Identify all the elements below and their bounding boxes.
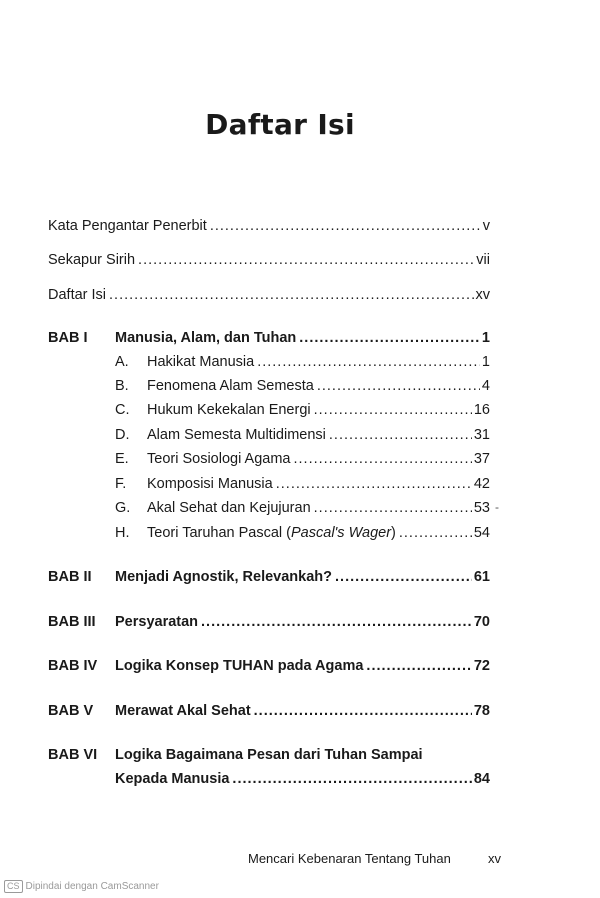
chapter-entry bbox=[115, 330, 490, 346]
leader-dots bbox=[138, 252, 474, 268]
chapter-page: 1 bbox=[481, 330, 490, 346]
section-title: Komposisi Manusia bbox=[147, 476, 273, 492]
page-title: Daftar Isi bbox=[205, 108, 355, 141]
leader-dots bbox=[210, 218, 481, 234]
chapter-page: 61 bbox=[473, 569, 490, 585]
chapter-page: 78 bbox=[473, 703, 490, 719]
chapter-title: Kepada Manusia bbox=[115, 771, 230, 787]
leader-dots bbox=[399, 525, 472, 541]
section-page: 16 bbox=[473, 402, 490, 418]
leader-dots bbox=[254, 703, 472, 719]
chapter-entry bbox=[115, 771, 490, 787]
section-letter: D. bbox=[115, 427, 130, 443]
chapter-entry bbox=[115, 658, 490, 674]
section-title-part: ) bbox=[391, 525, 396, 541]
chapter-entry bbox=[115, 703, 490, 719]
section-page: 37 bbox=[473, 451, 490, 467]
section-page: 54 bbox=[473, 525, 490, 541]
section-letter: G. bbox=[115, 500, 131, 516]
section-entry bbox=[147, 525, 490, 541]
leader-dots bbox=[329, 427, 472, 443]
leader-dots bbox=[276, 476, 472, 492]
leader-dots bbox=[257, 354, 480, 370]
chapter-label: BAB VI bbox=[48, 747, 98, 763]
chapter-title: Persyaratan bbox=[115, 614, 199, 630]
leader-dots bbox=[293, 451, 471, 467]
leader-dots bbox=[366, 658, 471, 674]
chapter-label: BAB I bbox=[48, 330, 88, 346]
chapter-label: BAB V bbox=[48, 703, 94, 719]
chapter-page: 84 bbox=[473, 771, 490, 787]
section-page: 1 bbox=[481, 354, 490, 370]
toc-entry-title: Kata Pengantar Penerbit bbox=[48, 218, 207, 234]
leader-dots bbox=[109, 287, 473, 303]
chapter-label: BAB IV bbox=[48, 658, 98, 674]
section-letter: B. bbox=[115, 378, 129, 394]
chapter-page: 72 bbox=[473, 658, 490, 674]
section-letter: C. bbox=[115, 402, 130, 418]
toc-entry-title: Daftar Isi bbox=[48, 287, 107, 303]
scanner-watermark bbox=[4, 880, 159, 893]
stray-mark: - bbox=[495, 500, 499, 514]
leader-dots bbox=[314, 402, 472, 418]
toc-entry bbox=[48, 287, 490, 303]
chapter-label: BAB II bbox=[48, 569, 92, 585]
section-title-part: Teori Taruhan Pascal ( bbox=[147, 525, 292, 541]
section-title: Teori Sosiologi Agama bbox=[147, 451, 291, 467]
leader-dots bbox=[335, 569, 472, 585]
section-letter: E. bbox=[115, 451, 129, 467]
section-page: 31 bbox=[473, 427, 490, 443]
section-letter: H. bbox=[115, 525, 130, 541]
section-page: 53 bbox=[473, 500, 490, 516]
section-title: Hukum Kekekalan Energi bbox=[147, 402, 311, 418]
footer-book-title: Mencari Kebenaran Tentang Tuhan bbox=[248, 851, 451, 866]
section-title-italic: Pascal's Wager bbox=[291, 525, 392, 541]
chapter-entry bbox=[115, 614, 490, 630]
section-entry bbox=[147, 354, 490, 370]
chapter-title: Merawat Akal Sehat bbox=[115, 703, 251, 719]
section-letter: F. bbox=[115, 476, 127, 492]
toc-entry-page: vii bbox=[476, 252, 490, 268]
scanner-text: Dipindai dengan CamScanner bbox=[25, 881, 159, 892]
leader-dots bbox=[232, 771, 471, 787]
leader-dots bbox=[314, 500, 472, 516]
toc-entry-page: v bbox=[482, 218, 490, 234]
section-title: Alam Semesta Multidimensi bbox=[147, 427, 326, 443]
camscanner-logo: CS bbox=[4, 880, 23, 893]
toc-entry-title: Sekapur Sirih bbox=[48, 252, 136, 268]
leader-dots bbox=[201, 614, 472, 630]
toc-entry-page: xv bbox=[475, 287, 490, 303]
section-title bbox=[147, 525, 399, 541]
section-entry bbox=[147, 402, 490, 418]
section-page: 42 bbox=[473, 476, 490, 492]
section-page: 4 bbox=[481, 378, 490, 394]
chapter-title: Logika Konsep TUHAN pada Agama bbox=[115, 658, 364, 674]
toc-entry bbox=[48, 218, 490, 234]
section-entry bbox=[147, 451, 490, 467]
leader-dots bbox=[299, 330, 480, 346]
footer-page-number: xv bbox=[488, 851, 501, 866]
section-letter: A. bbox=[115, 354, 129, 370]
toc-entry bbox=[48, 252, 490, 268]
section-entry bbox=[147, 427, 490, 443]
section-entry bbox=[147, 476, 490, 492]
chapter-label: BAB III bbox=[48, 614, 96, 630]
chapter-title: Manusia, Alam, dan Tuhan bbox=[115, 330, 297, 346]
chapter-title: Logika Bagaimana Pesan dari Tuhan Sampai bbox=[115, 747, 423, 763]
chapter-page: 70 bbox=[473, 614, 490, 630]
leader-dots bbox=[317, 378, 480, 394]
section-title: Akal Sehat dan Kejujuran bbox=[147, 500, 311, 516]
chapter-title-line1 bbox=[115, 747, 490, 763]
section-title: Fenomena Alam Semesta bbox=[147, 378, 314, 394]
chapter-entry bbox=[115, 569, 490, 585]
section-entry bbox=[147, 378, 490, 394]
chapter-title: Menjadi Agnostik, Relevankah? bbox=[115, 569, 333, 585]
section-title: Hakikat Manusia bbox=[147, 354, 255, 370]
section-entry bbox=[147, 500, 490, 516]
